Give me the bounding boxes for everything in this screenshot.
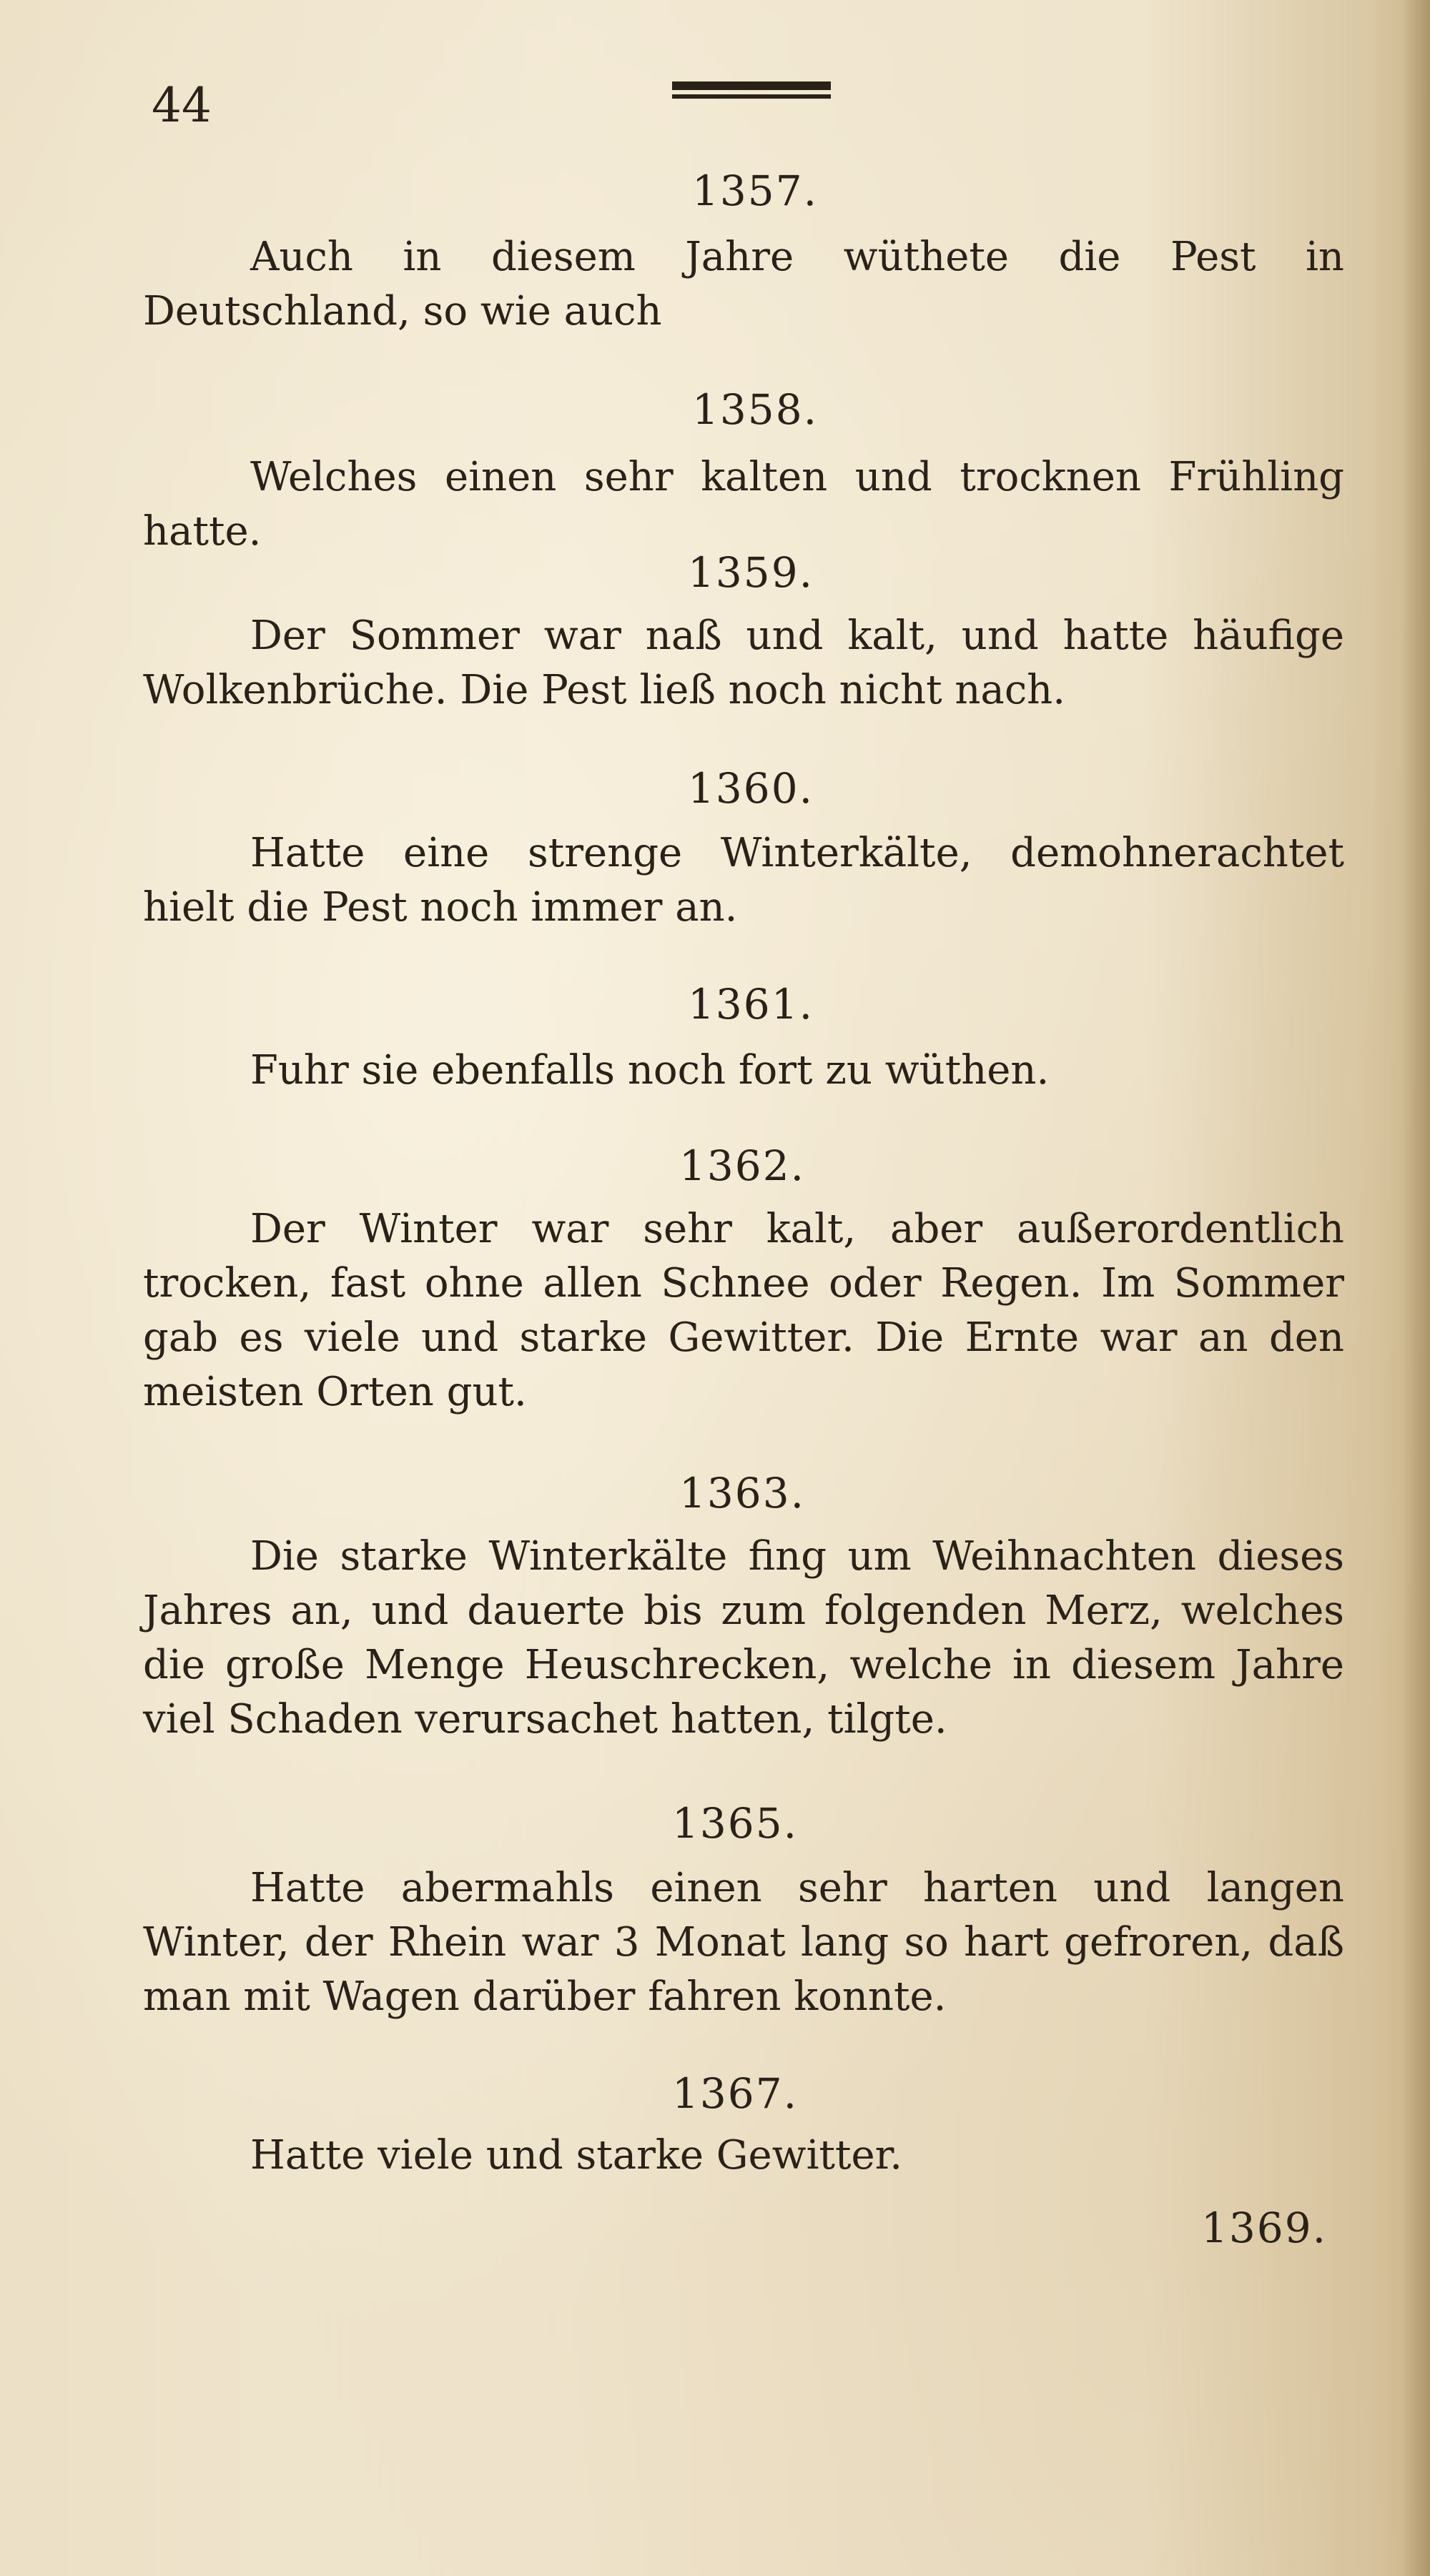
entry-year: 1358. <box>692 385 819 434</box>
page-number: 44 <box>152 78 212 133</box>
entry-year: 1361. <box>688 980 814 1029</box>
header-rule-thick <box>672 81 831 90</box>
catchword: 1369. <box>1201 2204 1328 2252</box>
page-edge-shadow <box>1401 0 1430 2576</box>
entry-text: Welches einen sehr kalten und trocknen Frühling hatte. <box>143 454 1344 555</box>
entry-year: 1357. <box>692 167 819 215</box>
header-rule <box>672 81 831 101</box>
entry-year: 1362. <box>679 1141 806 1190</box>
entry-year: 1363. <box>679 1469 806 1517</box>
header-rule-thin <box>672 94 831 99</box>
entry-year: 1367. <box>672 2069 799 2118</box>
entry-year: 1365. <box>672 1799 799 1848</box>
entry-text: Hatte abermahls einen sehr harten und langen Winter, der Rhein war 3 Monat lang so hart gefroren, daß man mit Wagen darüber fahren konnte. <box>143 1865 1344 2020</box>
entry-text: Hatte eine strenge Winterkälte, demohnerachtet hielt die Pest noch immer an. <box>143 830 1344 931</box>
entry-year: 1359. <box>688 548 814 597</box>
entry-text: Auch in diesem Jahre wüthete die Pest in Deutschland, so wie auch <box>143 234 1344 335</box>
entry-text: Der Sommer war naß und kalt, und hatte häufige Wolkenbrüche. Die Pest ließ noch nicht nach. <box>143 613 1344 713</box>
entry-text: Hatte viele und starke Gewitter. <box>250 2132 903 2179</box>
entry-text: Fuhr sie ebenfalls noch fort zu wüthen. <box>250 1047 1050 1094</box>
entry-year: 1360. <box>688 764 814 813</box>
entry-text: Die starke Winterkälte fing um Weihnachten dieses Jahres an, und dauerte bis zum folgenden Merz, welches die große Menge Heuschrecken, welche in diesem Jahre viel Schaden verursachet hatten, tilgte. <box>143 1533 1344 1743</box>
entry-text: Der Winter war sehr kalt, aber außerordentlich trocken, fast ohne allen Schnee oder Regen. Im Sommer gab es viele und starke Gewitter. Die Ernte war an den meisten Orten gut. <box>143 1206 1344 1415</box>
